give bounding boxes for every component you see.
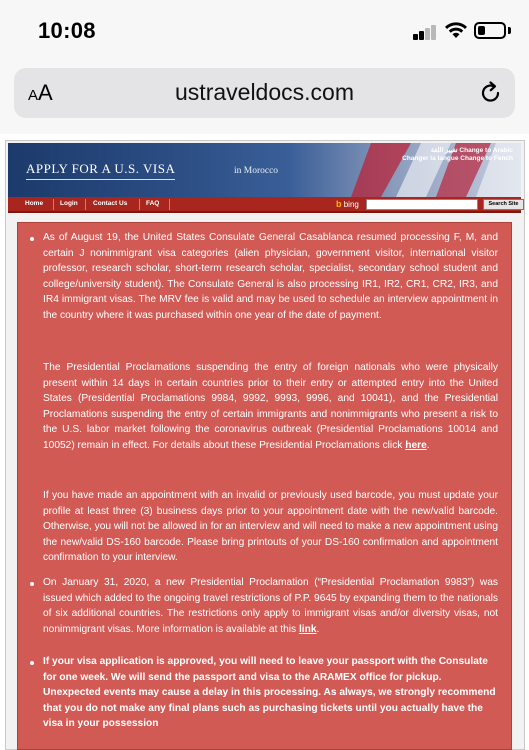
alert-paragraph-4-text: On January 31, 2020, a new Presidential Proclamation (“Presidential Proclamation 9983”) was issued which added to the ongoing travel restrictions of P.P. 9645 by expanding them to the nationals of six additional countries. The restrictions only apply to immigrant visas and/or diversity visas, not nonimmigrant visas. More information is available at this bbox=[43, 577, 498, 635]
cellular-signal-icon bbox=[413, 24, 437, 40]
alert-paragraph-2 bbox=[43, 360, 498, 454]
nav-contact-us[interactable]: Contact Us bbox=[93, 200, 128, 207]
battery-icon bbox=[474, 22, 506, 39]
alert-paragraph-3: If you have made an appointment with an invalid or previously used barcode, you must update your profile at least three (3) business days prior to your appointment date with the new/valid barcode. Otherwise, you will not be allowed in for an interview and will need to make a new appointment using the new/valid DS-160 barcode. Please bring printouts of your DS-160 confirmation and appointment confirmation to your interview. bbox=[43, 490, 498, 564]
search-site-button[interactable]: Search Site bbox=[483, 199, 524, 210]
change-to-french-link[interactable]: Changer la langue Change to Fench bbox=[402, 155, 513, 162]
alert-paragraph-4 bbox=[43, 575, 498, 637]
nav-divider bbox=[169, 199, 170, 210]
alert-paragraph-2-text: The Presidential Proclamations suspending the entry of foreign nationals who were physically present within 14 days in certain countries prior to their entry or attempted entry into the United States (Presidential Proclamations 9984, 9992, 9993, 9996, and 10041), and the Presidential Proclamations suspending the entry of certain immigrants and nonimmigrants who present a risk to the U.S. labor market following the coronavirus outbreak (Presidential Proclamations 10014 and 10052) remain in effect. For details about these Presidential Proclamations click bbox=[43, 362, 498, 451]
alert-paragraph-4-end: . bbox=[316, 623, 320, 635]
bullet bbox=[30, 582, 34, 586]
nav-bar bbox=[8, 197, 521, 213]
nav-divider bbox=[53, 199, 54, 210]
status-time: 10:08 bbox=[38, 18, 96, 43]
nav-home[interactable]: Home bbox=[25, 200, 44, 207]
url-text[interactable]: ustraveldocs.com bbox=[175, 79, 354, 105]
bing-label: bing bbox=[343, 200, 359, 209]
site-banner bbox=[8, 143, 521, 197]
text-size-button[interactable]: AA bbox=[28, 80, 53, 105]
bing-logo: b bing bbox=[336, 199, 359, 209]
alert-paragraph-2-end: . bbox=[426, 439, 430, 451]
search-input[interactable] bbox=[366, 199, 478, 210]
more-information-link[interactable]: link bbox=[298, 623, 317, 635]
battery-cap bbox=[508, 27, 511, 34]
bullet bbox=[30, 661, 34, 665]
nav-faq[interactable]: FAQ bbox=[146, 200, 160, 207]
reload-icon[interactable] bbox=[478, 80, 504, 106]
alert-paragraph-5: If your visa application is approved, you will need to leave your passport with the Consulate for one week. We will send the passport and visa to the ARAMEX office for pickup. Unexpected events may cause a delay in this processing. As always, we strongly recommend that you do not make any final plans such as purchasing tickets until you actually have the visa in your possession bbox=[43, 656, 496, 730]
nav-login[interactable]: Login bbox=[60, 200, 78, 207]
proclamations-here-link[interactable]: here bbox=[405, 439, 427, 451]
bullet bbox=[30, 237, 34, 241]
banner-title: APPLY FOR A U.S. VISA bbox=[26, 161, 175, 180]
wifi-icon bbox=[444, 20, 468, 40]
nav-divider bbox=[139, 199, 140, 210]
nav-divider bbox=[85, 199, 86, 210]
alert-paragraph-1: As of August 19, the United States Consulate General Casablanca resumed processing F, M, and certain J nonimmigrant visa categories (alien physician, government visitor, international visitor professor, research scholar, short-term research scholar, specialist, secondary school student and college/university student). The Consulate General is also processing IR1, IR2, CR1, CR2, IR3, and IR4 immigrant visas. The MRV fee is valid and may be used to schedule an interview appointment in the country where it was purchased within one year of the date of payment. bbox=[43, 232, 498, 321]
change-to-arabic-link[interactable]: تغيير اللغة Change to Arabic bbox=[430, 147, 513, 154]
banner-country: in Morocco bbox=[234, 166, 279, 176]
status-bar bbox=[0, 0, 529, 62]
